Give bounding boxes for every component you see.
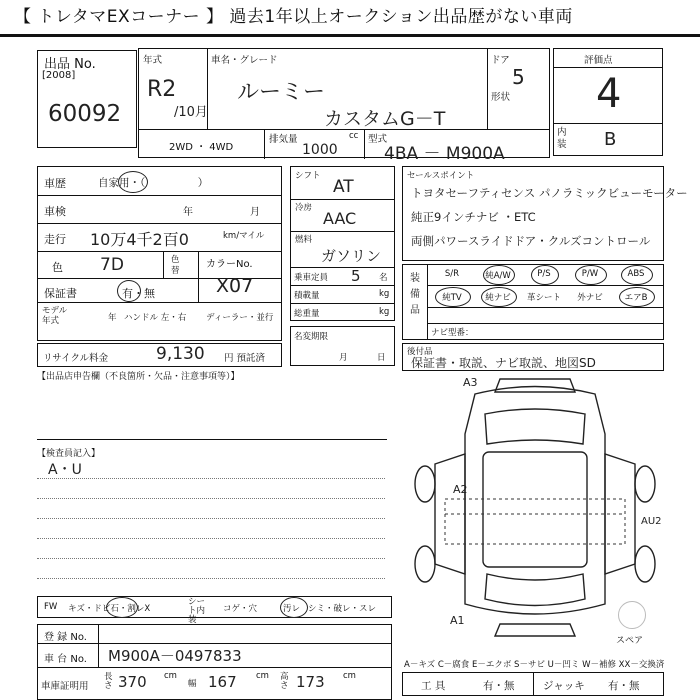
specs-box — [290, 166, 395, 321]
capacity-label: 乗車定員 — [294, 273, 329, 283]
height-unit: cm — [343, 671, 356, 681]
mileage-value: 10万4千2百0 — [90, 230, 189, 249]
interior-burn: コゲ・穴 — [223, 604, 258, 614]
expiry-box — [290, 326, 395, 366]
displacement-value: 1000 — [302, 142, 338, 158]
equip-tv: 純TV — [442, 293, 462, 303]
lot-number-box — [37, 50, 137, 148]
accessories-label: 後付品 — [407, 347, 433, 357]
displacement-unit: cc — [349, 131, 359, 141]
model-label: 型式 — [368, 134, 388, 145]
door-value: 5 — [512, 65, 525, 89]
color-value: 7D — [100, 255, 124, 275]
shift-label: シフト — [295, 171, 321, 181]
color-change: 色替 — [171, 255, 180, 276]
handle-label: ハンドル 左・右 — [124, 313, 187, 323]
equip-pw: P/W — [581, 269, 599, 279]
lot-number: 60092 — [48, 101, 122, 127]
dealer-label: ディーラー・並行 — [206, 313, 274, 323]
expiry-month: 月 — [339, 353, 348, 363]
sales-point-1: トヨタセーフティセンス パノラミックビューモーター — [411, 186, 688, 200]
inspector-notes-label: 【検査員記入】 — [37, 449, 101, 459]
load-label: 積載量 — [294, 291, 320, 301]
interior-stain: シミ・破レ・スレ — [308, 604, 377, 614]
jack-options: 有・無 — [608, 680, 640, 692]
height-label: 高さ — [280, 672, 289, 691]
model-value: 4BA － M900A — [384, 144, 505, 164]
car-name: ルーミー — [237, 80, 326, 105]
length-value: 370 — [118, 673, 147, 691]
capacity-unit: 名 — [379, 273, 388, 283]
interior-label: 内装 — [557, 127, 567, 150]
jack-label: ジャッキ — [543, 680, 585, 692]
name-grade-label: 車名・グレード — [211, 55, 278, 66]
inspector-notes-value: A・U — [48, 462, 82, 478]
vehicle-box — [138, 48, 550, 164]
page-title-banner — [0, 0, 700, 37]
weight-unit: kg — [379, 307, 390, 317]
expiry-day: 日 — [377, 353, 386, 363]
spare-label: スペア — [616, 636, 644, 646]
color-label: 色 — [52, 261, 63, 274]
equip-abs: ABS — [627, 269, 645, 279]
ac-value: AAC — [323, 209, 357, 228]
warranty-label: 保証書 — [44, 287, 77, 300]
displacement-label: 排気量 — [269, 134, 298, 145]
record-label: 車歴 — [44, 177, 66, 190]
width-unit: cm — [256, 671, 269, 681]
score-box — [553, 48, 663, 156]
interior-value: B — [604, 129, 617, 150]
door-label: ドア — [491, 55, 510, 66]
ac-label: 冷房 — [295, 203, 313, 213]
score-value: 4 — [596, 71, 622, 117]
interior-scratch: キズ・ドビ石・割レX — [68, 604, 151, 614]
interior-seat: シート内装 — [188, 597, 206, 625]
interior-condition-row — [37, 596, 392, 625]
color-no-value: X07 — [216, 275, 254, 297]
mileage-label: 走行 — [44, 233, 66, 246]
lot-year-tag: [2008] — [42, 70, 76, 81]
interior-dirt: 汚レ — [283, 604, 301, 614]
damage-mark-a1: A1 — [450, 614, 465, 627]
mileage-unit: km/マイル — [223, 231, 265, 241]
tools-box — [402, 672, 664, 696]
equipment-label: 装備品 — [410, 273, 420, 316]
expiry-label: 名変期限 — [294, 332, 329, 342]
record-options: 自家用・（ ） — [98, 177, 209, 189]
nav-model-label: ナビ型番： — [431, 328, 474, 338]
spare-tire-icon — [618, 601, 646, 629]
warranty-options: 有・無 — [122, 287, 155, 300]
fuel-value: ガソリン — [321, 247, 382, 265]
seller-notes-label: 【出品店申告欄（不良箇所・欠品・注意事項等）】 — [37, 372, 240, 382]
auction-sheet — [0, 36, 700, 700]
accessories-box — [402, 343, 664, 371]
damage-legend: A－キズ C－腐食 E－エクボ S－サビ U－凹ミ W－補修 XX－交換済 — [404, 660, 665, 670]
equipment-box — [402, 264, 664, 340]
car-grade: カスタムG－T — [324, 108, 446, 130]
width-value: 167 — [208, 673, 237, 691]
height-value: 173 — [296, 673, 325, 691]
damage-mark-au2: AU2 — [641, 516, 662, 527]
shape-label: 形状 — [491, 92, 511, 103]
tools-options: 有・無 — [483, 680, 515, 692]
tools-label: 工 具 — [421, 680, 446, 692]
score-label: 評価点 — [584, 55, 613, 66]
equip-aw: 純A/W — [485, 271, 511, 281]
drive-label: 2WD ・ 4WD — [169, 142, 234, 153]
recycle-unit: 円 預託済 — [224, 353, 266, 364]
reg-no-label: 登 録 No. — [44, 632, 87, 643]
sales-points-box — [402, 166, 688, 261]
weight-label: 総重量 — [294, 309, 320, 319]
color-no-label: カラーNo. — [206, 259, 253, 270]
inspection-label: 車検 — [44, 205, 66, 218]
year-value: R2 — [147, 77, 177, 102]
cert-label: 車庫証明用 — [41, 681, 89, 692]
equip-nav: 純ナビ — [485, 293, 511, 303]
capacity-value: 5 — [351, 267, 361, 285]
chassis-value: M900A－0497833 — [108, 647, 242, 665]
sales-points-label: セールスポイント — [407, 171, 475, 181]
model-year-unit: 年 — [108, 313, 117, 323]
equip-airbag: エアB — [624, 293, 648, 303]
length-label: 長さ — [104, 672, 113, 691]
sales-point-2: 純正9インチナビ ・ETC — [411, 210, 536, 224]
registration-box — [37, 624, 392, 700]
equip-leather: 革シート — [526, 293, 561, 303]
recycle-box — [37, 343, 282, 367]
sales-point-3: 両側パワースライドドア・クルズコントロール — [411, 234, 651, 248]
load-unit: kg — [379, 289, 390, 299]
inspection-year: 年 — [183, 207, 193, 218]
shift-value: AT — [333, 177, 354, 197]
damage-mark-a3: A3 — [463, 376, 478, 389]
model-year-label: モデル年式 — [42, 306, 68, 326]
width-label: 幅 — [188, 679, 197, 689]
recycle-value: 9,130 — [156, 344, 205, 364]
equip-ext-nav: 外ナビ — [577, 293, 603, 303]
inspection-month: 月 — [250, 207, 260, 218]
recycle-label: リサイクル料金 — [43, 353, 109, 364]
equip-ps: P/S — [537, 269, 551, 279]
accessories-value: 保証書・取説、ナビ取説、地図SD — [411, 356, 596, 370]
history-box — [37, 166, 282, 341]
month-value: /10月 — [174, 105, 208, 120]
equip-sr: S/R — [444, 269, 460, 279]
length-unit: cm — [164, 671, 177, 681]
fuel-label: 燃料 — [295, 235, 313, 245]
damage-mark-a2: A2 — [453, 483, 468, 496]
chassis-label: 車 台 No. — [44, 654, 87, 665]
interior-fw: FW — [44, 602, 58, 612]
page-title: 【 トレタマEXコーナー 】 過去1年以上オークション出品歴がない車両 — [14, 7, 573, 27]
lot-label: 出品 No. — [44, 57, 96, 72]
year-label: 年式 — [143, 55, 163, 66]
